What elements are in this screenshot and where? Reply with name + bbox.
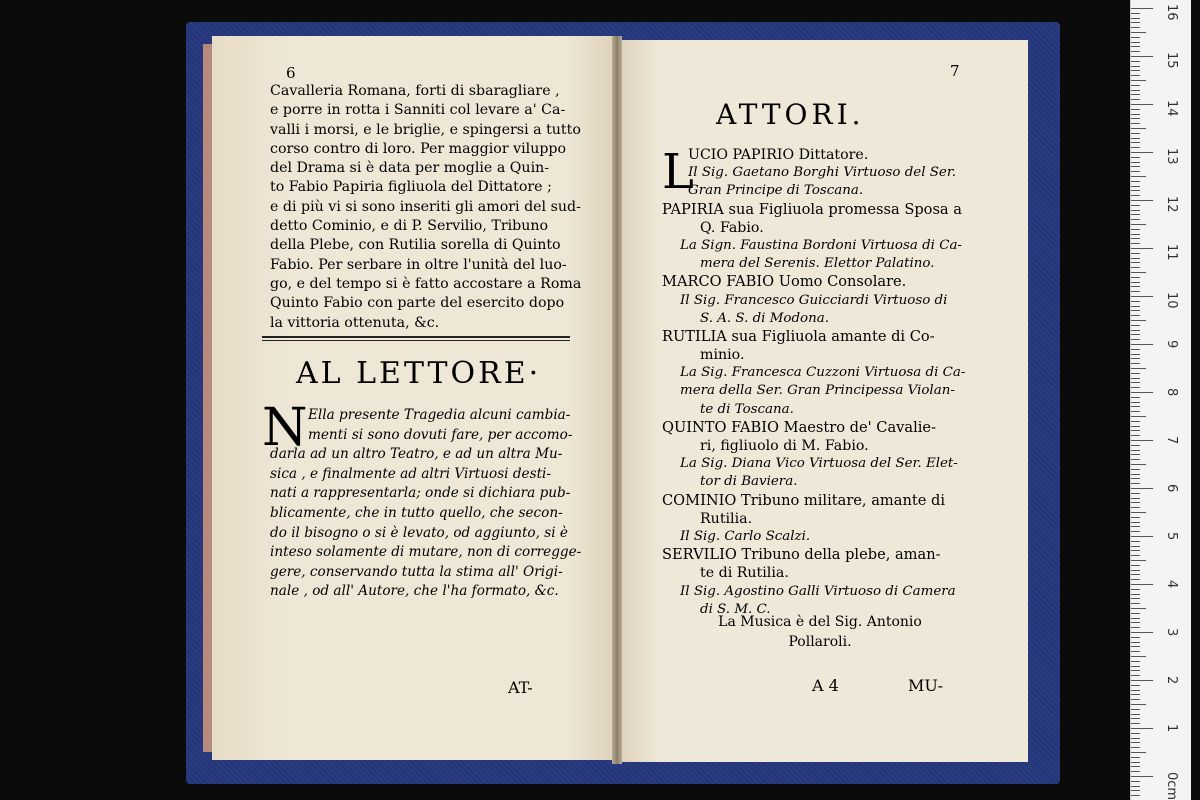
ruler-tick [1131,99,1140,100]
ruler-number: 9 [1164,340,1179,349]
ruler-tick [1131,526,1140,527]
ruler-tick [1131,728,1153,729]
ruler-tick [1131,685,1140,686]
ruler-number: 8 [1164,388,1179,397]
ruler-tick [1131,488,1153,489]
cast-singer-line: S. A. S. di Modona. [700,310,829,326]
cast-singer-line: Il Sig. Gaetano Borghi Virtuoso del Ser. [688,165,957,181]
ruler-tick [1131,483,1140,484]
ruler-tick [1131,378,1140,379]
lettore-paragraph [270,406,590,602]
ruler-tick [1131,85,1140,86]
ruler-tick [1131,795,1140,796]
ruler-number: 15 [1164,52,1179,69]
ruler-tick [1131,651,1140,652]
ruler-tick [1131,42,1140,43]
ruler-tick [1131,66,1140,67]
ruler-tick [1131,13,1140,14]
ruler-tick [1131,752,1146,753]
cast-singer-line: tor di Baviera. [700,474,798,490]
credit-line: Pollaroli. [788,634,852,650]
cast-singer-line: La Sig. Francesca Cuzzoni Virtuosa di Ca- [680,365,966,381]
ruler-tick [1131,262,1140,263]
ruler-tick [1131,176,1146,177]
ruler-tick [1131,291,1140,292]
drop-cap: L [662,144,694,200]
ruler-tick [1131,282,1140,283]
ruler-tick [1131,397,1140,398]
ruler-tick [1131,330,1140,331]
ruler-tick [1131,411,1140,412]
ruler-tick [1131,738,1140,739]
cast-singer-line: te di Toscana. [700,401,794,417]
ruler-tick [1131,27,1140,28]
ruler-tick [1131,603,1140,604]
cast-singer-line: La Sign. Faustina Bordoni Virtuosa di Ca- [680,237,962,253]
text-line: della Plebe, con Rutilia sorella di Quinto [270,237,561,254]
ruler-tick [1131,320,1146,321]
text-line: Cavalleria Romana, forti di sbaragliare , [270,83,560,99]
ruler-tick [1131,368,1146,369]
ruler-tick [1131,253,1140,254]
ruler-tick [1131,699,1140,700]
ruler-tick [1131,75,1140,76]
text-line: del Drama si è data per moglie a Quin- [270,160,550,177]
ruler-tick [1131,349,1140,350]
ruler-tick [1131,584,1153,585]
ruler-tick [1131,80,1146,81]
cast-role-line: QUINTO FABIO Maestro de' Cavalie- [662,418,937,436]
ruler-tick [1131,402,1140,403]
ruler-tick [1131,464,1146,465]
ruler-number: 16 [1164,4,1179,21]
ruler-tick [1131,666,1140,667]
ruler-tick [1131,171,1140,172]
ruler-tick [1131,200,1153,201]
ruler-tick [1131,474,1140,475]
ruler-tick [1131,147,1140,148]
text-line: e di più vi si sono inseriti gli amori del sud- [270,198,581,215]
cast-role-line: SERVILIO Tribuno della plebe, aman- [662,546,941,564]
ruler-tick [1131,608,1146,609]
ruler-tick [1131,498,1140,499]
ruler-number: 7 [1164,436,1179,445]
ruler-tick [1131,186,1140,187]
ruler-tick [1131,469,1140,470]
ruler-tick [1131,190,1140,191]
ruler-tick [1131,8,1153,9]
ruler-tick [1131,286,1140,287]
ruler-tick [1131,123,1140,124]
text-line: Ella presente Tragedia alcuni cambia- [308,407,571,423]
ruler-tick [1131,243,1140,244]
ruler-tick [1131,114,1140,115]
ruler-tick [1131,790,1140,791]
ruler-tick [1131,776,1153,777]
ruler-tick [1131,32,1146,33]
ruler-number: 2 [1164,676,1179,685]
ruler-tick [1131,656,1146,657]
text-line: Fabio. Per serbare in oltre l'unità del luo- [270,256,567,273]
ruler-number: 6 [1164,484,1179,493]
cast-singer-line: Gran Principe di Toscana. [688,183,864,199]
ruler-tick [1131,162,1140,163]
ruler-tick [1131,325,1140,326]
credit-line: La Musica è del Sig. Antonio [718,614,922,630]
cast-singer-line: mera della Ser. Gran Principessa Violan- [680,383,955,399]
ruler-tick [1131,248,1153,249]
text-line: la vittoria ottenuta, &c. [270,314,440,331]
ruler-tick [1131,594,1140,595]
ruler-tick [1131,56,1153,57]
ruler-tick [1131,334,1140,335]
ruler-tick [1131,210,1140,211]
ruler-tick [1131,579,1140,580]
ruler-tick [1131,598,1140,599]
ruler-tick [1131,392,1153,393]
ruler-tick [1131,536,1153,537]
ruler-tick [1131,546,1140,547]
ruler-tick [1131,747,1140,748]
ruler-number: 5 [1164,532,1179,541]
ruler-tick [1131,238,1140,239]
ruler-tick [1131,627,1140,628]
ruler-number: 4 [1164,580,1179,589]
text-line: gere, conservando tutta la stima all' Origi- [270,563,563,580]
ruler-number: 12 [1164,196,1179,213]
ruler-tick [1131,339,1140,340]
cast-singer-line: Il Sig. Carlo Scalzi. [680,528,811,544]
ruler-tick [1131,690,1140,691]
ruler-tick [1131,507,1140,508]
ruler-tick [1131,493,1140,494]
text-line: sica , e finalmente ad altri Virtuosi desti- [270,465,551,482]
ruler-tick [1131,133,1140,134]
signature-mark: A 4 [812,676,839,695]
ruler-tick [1131,195,1140,196]
divider-rule [262,340,570,341]
ruler-tick [1131,37,1140,38]
ruler-tick [1131,46,1140,47]
ruler-tick [1131,51,1140,52]
text-line: do il bisogno o si è levato, od aggiunto, si è [270,524,568,541]
ruler-tick [1131,224,1146,225]
divider-rule [262,336,570,338]
ruler-tick [1131,704,1146,705]
cast-role-line: Rutilia. [700,510,753,527]
text-line: nati a rappresentarla; onde si dichiara pub- [270,485,571,502]
ruler-tick [1131,406,1140,407]
ruler-tick [1131,613,1140,614]
ruler-number: 13 [1164,148,1179,165]
ruler-tick [1131,762,1140,763]
text-line: darla ad un altro Teatro, e ad un altra Mu- [270,446,563,463]
catchword-left: AT- [508,678,533,697]
ruler-tick [1131,205,1140,206]
cast-singer-line: Il Sig. Francesco Guicciardi Virtuoso di [680,292,948,308]
cast-role-line: COMINIO Tribuno militare, amante di [662,491,946,509]
ruler-tick [1131,387,1140,388]
ruler-tick [1131,435,1140,436]
ruler-tick [1131,315,1140,316]
ruler-tick [1131,632,1153,633]
ruler-tick [1131,622,1140,623]
page-number-left: 6 [286,64,296,82]
ruler-number: 10 [1164,292,1179,309]
text-line: menti si sono dovuti fare, per accomo- [308,426,573,443]
text-line: inteso solamente di mutare, non di corregge- [270,544,582,561]
ruler-number: 14 [1164,100,1179,117]
ruler-tick [1131,550,1140,551]
ruler-tick [1131,234,1140,235]
ruler-tick [1131,742,1140,743]
ruler-tick [1131,306,1140,307]
cast-role-line: RUTILIA sua Figliuola amante di Co- [662,327,935,345]
ruler-tick [1131,214,1140,215]
ruler-tick [1131,142,1140,143]
cast-singer-line: Il Sig. Agostino Galli Virtuoso di Camera [680,583,956,599]
text-line: Quinto Fabio con parte del esercito dopo [270,295,565,312]
ruler-tick [1131,138,1140,139]
ruler-tick [1131,512,1146,513]
cast-singer-line: mera del Serenis. Elettor Palatino. [700,256,935,272]
text-line: e porre in rotta i Sanniti col levare a' Ca- [270,102,566,119]
ruler-number: 3 [1164,628,1179,637]
text-line: detto Cominio, e di P. Servilio, Tribuno [270,218,549,235]
cast-role-line: PAPIRIA sua Figliuola promessa Sposa a [662,200,962,218]
ruler-tick [1131,714,1140,715]
ruler-number: 11 [1164,244,1179,261]
cast-role-line: MARCO FABIO Uomo Consolare. [662,273,907,291]
measurement-ruler [1130,0,1191,800]
ruler-tick [1131,421,1140,422]
text-line: to Fabio Papiria figliuola del Dittatore ; [270,179,552,196]
ruler-tick [1131,478,1140,479]
ruler-tick [1131,723,1140,724]
ruler-tick [1131,440,1153,441]
ruler-tick [1131,272,1146,273]
cast-singer-line: di S. M. C. [700,601,771,617]
ruler-tick [1131,416,1146,417]
ruler-tick [1131,771,1140,772]
ruler-tick [1131,426,1140,427]
ruler-tick [1131,517,1140,518]
text-line: blicamente, che in tutto quello, che secon- [270,504,563,521]
ruler-tick [1131,459,1140,460]
ruler-tick [1131,709,1140,710]
ruler-tick [1131,61,1140,62]
ruler-tick [1131,445,1140,446]
ruler-tick [1131,781,1140,782]
ruler-tick [1131,277,1140,278]
drop-cap: N [262,398,308,458]
ruler-tick [1131,757,1140,758]
top-paragraph [270,82,590,333]
ruler-tick [1131,90,1140,91]
ruler-tick [1131,430,1140,431]
text-line: nale , od all' Autore, che l'ha formato, &c. [270,583,559,600]
ruler-tick [1131,258,1140,259]
ruler-tick [1131,589,1140,590]
ruler-tick [1131,157,1140,158]
ruler-tick [1131,128,1146,129]
ruler-tick [1131,642,1140,643]
ruler-tick [1131,555,1140,556]
cast-role-line: UCIO PAPIRIO Dittatore. [688,147,869,163]
al-lettore-heading: AL LETTORE· [296,356,542,391]
ruler-tick [1131,118,1140,119]
text-line: go, e del tempo si è fatto accostare a Roma [270,275,582,292]
ruler-tick [1131,344,1153,345]
ruler-tick [1131,22,1140,23]
ruler-tick [1131,450,1140,451]
ruler-tick [1131,104,1153,105]
cast-role-line: minio. [700,347,745,364]
ruler-tick [1131,18,1140,19]
ruler-tick [1131,166,1140,167]
ruler-tick [1131,382,1140,383]
ruler-tick [1131,733,1140,734]
catchword-right: MU- [908,676,943,695]
ruler-tick [1131,786,1140,787]
book-gutter [612,36,622,764]
ruler-tick [1131,531,1140,532]
ruler-tick [1131,109,1140,110]
ruler-tick [1131,661,1140,662]
ruler-tick [1131,766,1140,767]
ruler-tick [1131,502,1140,503]
ruler-tick [1131,618,1140,619]
ruler-tick [1131,454,1140,455]
ruler-tick [1131,301,1140,302]
ruler-tick [1131,570,1140,571]
ruler-tick [1131,680,1153,681]
ruler-tick [1131,267,1140,268]
ruler-tick [1131,94,1140,95]
ruler-tick [1131,219,1140,220]
ruler-tick [1131,70,1140,71]
ruler-tick [1131,358,1140,359]
ruler-tick [1131,718,1140,719]
ruler-tick [1131,296,1153,297]
ruler-tick [1131,670,1140,671]
ruler-tick [1131,354,1140,355]
ruler-tick [1131,229,1140,230]
cast-list [662,146,992,619]
page-number-right: 7 [950,62,960,80]
cast-role-line: te di Rutilia. [700,565,789,582]
cast-singer-line: La Sig. Diana Vico Virtuosa del Ser. Elet- [680,456,958,472]
ruler-tick [1131,541,1140,542]
ruler-tick [1131,574,1140,575]
attori-heading: ATTORI. [716,98,865,131]
ruler-tick [1131,675,1140,676]
ruler-tick [1131,373,1140,374]
ruler-tick [1131,646,1140,647]
music-credit [700,612,940,652]
ruler-tick [1131,560,1146,561]
ruler-tick [1131,694,1140,695]
cast-role-line: Q. Fabio. [700,219,764,236]
cast-role-line: ri, figliuolo di M. Fabio. [700,438,869,454]
ruler-tick [1131,152,1153,153]
text-line: valli i morsi, e le briglie, e spingersi a tutto [270,121,581,138]
ruler-tick [1131,181,1140,182]
ruler-tick [1131,565,1140,566]
ruler-number: 0cm [1164,772,1179,800]
ruler-number: 1 [1164,724,1179,733]
text-line: corso contro di loro. Per maggior viluppo [270,140,567,157]
ruler-tick [1131,522,1140,523]
ruler-tick [1131,637,1140,638]
ruler-tick [1131,310,1140,311]
ruler-tick [1131,363,1140,364]
